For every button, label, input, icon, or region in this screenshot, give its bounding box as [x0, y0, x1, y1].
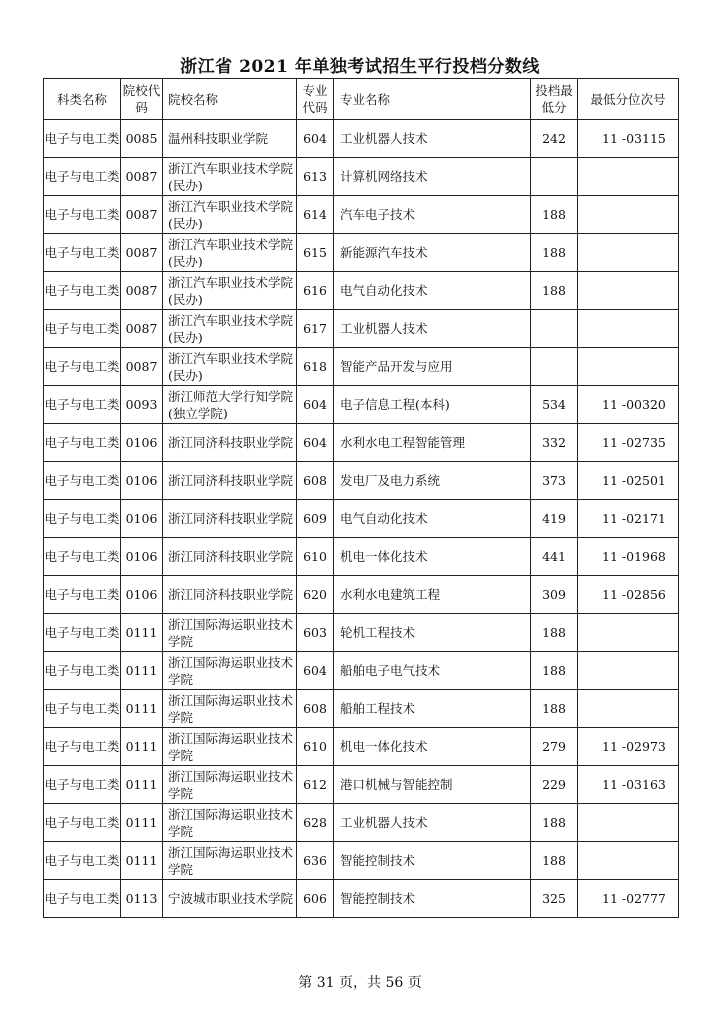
cell-min-score: 242: [531, 120, 578, 158]
cell-min-rank: [578, 272, 679, 310]
cell-school-code: 0106: [121, 462, 163, 500]
cell-school-code: 0111: [121, 614, 163, 652]
cell-major-name: 机电一体化技术: [334, 538, 531, 576]
cell-school-code: 0087: [121, 158, 163, 196]
header-school-code: 院校代码: [121, 79, 163, 120]
cell-major-code: 603: [297, 614, 334, 652]
cell-category: 电子与电工类: [44, 652, 121, 690]
score-table: [43, 78, 679, 918]
cell-category: 电子与电工类: [44, 348, 121, 386]
cell-major-code: 609: [297, 500, 334, 538]
cell-min-rank: 11 -01968: [578, 538, 679, 576]
cell-school-name: 浙江国际海运职业技术学院: [163, 842, 297, 880]
cell-category: 电子与电工类: [44, 728, 121, 766]
cell-school-code: 0087: [121, 234, 163, 272]
cell-category: 电子与电工类: [44, 690, 121, 728]
cell-min-score: 373: [531, 462, 578, 500]
cell-min-score: 309: [531, 576, 578, 614]
table-row: [44, 728, 679, 766]
cell-min-score: 188: [531, 652, 578, 690]
cell-school-code: 0087: [121, 196, 163, 234]
cell-school-name: 浙江汽车职业技术学院(民办): [163, 158, 297, 196]
cell-min-score: 332: [531, 424, 578, 462]
cell-min-rank: 11 -03115: [578, 120, 679, 158]
cell-major-name: 船舶电子电气技术: [334, 652, 531, 690]
cell-school-name: 浙江国际海运职业技术学院: [163, 766, 297, 804]
cell-school-name: 浙江汽车职业技术学院(民办): [163, 348, 297, 386]
cell-school-name: 温州科技职业学院: [163, 120, 297, 158]
cell-min-score: 188: [531, 804, 578, 842]
cell-school-name: 浙江同济科技职业学院: [163, 538, 297, 576]
cell-major-code: 604: [297, 424, 334, 462]
cell-min-rank: [578, 310, 679, 348]
cell-category: 电子与电工类: [44, 120, 121, 158]
table-header-row: [44, 79, 679, 120]
table-row: [44, 690, 679, 728]
header-major-name: 专业名称: [334, 79, 531, 120]
cell-school-code: 0106: [121, 424, 163, 462]
cell-min-rank: 11 -02735: [578, 424, 679, 462]
cell-min-score: 188: [531, 234, 578, 272]
cell-major-code: 604: [297, 652, 334, 690]
cell-min-rank: [578, 234, 679, 272]
cell-major-name: 发电厂及电力系统: [334, 462, 531, 500]
header-major-code: 专业代码: [297, 79, 334, 120]
cell-min-score: 229: [531, 766, 578, 804]
table-row: [44, 234, 679, 272]
cell-major-code: 604: [297, 120, 334, 158]
cell-major-name: 电气自动化技术: [334, 500, 531, 538]
cell-school-name: 浙江同济科技职业学院: [163, 500, 297, 538]
cell-school-code: 0106: [121, 576, 163, 614]
header-category: 科类名称: [44, 79, 121, 120]
cell-category: 电子与电工类: [44, 424, 121, 462]
cell-min-rank: [578, 690, 679, 728]
table-row: [44, 880, 679, 918]
cell-major-name: 工业机器人技术: [334, 804, 531, 842]
cell-min-score: 188: [531, 690, 578, 728]
cell-major-code: 618: [297, 348, 334, 386]
cell-major-name: 水利水电工程智能管理: [334, 424, 531, 462]
cell-min-rank: 11 -00320: [578, 386, 679, 424]
cell-school-code: 0111: [121, 690, 163, 728]
cell-school-code: 0087: [121, 348, 163, 386]
cell-major-code: 610: [297, 728, 334, 766]
cell-major-name: 工业机器人技术: [334, 310, 531, 348]
cell-major-name: 计算机网络技术: [334, 158, 531, 196]
cell-min-rank: 11 -03163: [578, 766, 679, 804]
cell-category: 电子与电工类: [44, 576, 121, 614]
cell-school-code: 0087: [121, 310, 163, 348]
cell-school-code: 0111: [121, 728, 163, 766]
cell-major-code: 604: [297, 386, 334, 424]
table-row: [44, 842, 679, 880]
cell-school-name: 浙江同济科技职业学院: [163, 462, 297, 500]
cell-school-name: 宁波城市职业技术学院: [163, 880, 297, 918]
cell-min-rank: [578, 804, 679, 842]
cell-category: 电子与电工类: [44, 196, 121, 234]
table-row: [44, 462, 679, 500]
table-row: [44, 158, 679, 196]
cell-school-name: 浙江国际海运职业技术学院: [163, 804, 297, 842]
cell-category: 电子与电工类: [44, 804, 121, 842]
table-row: [44, 424, 679, 462]
cell-category: 电子与电工类: [44, 386, 121, 424]
header-min-score: 投档最低分: [531, 79, 578, 120]
cell-min-rank: 11 -02501: [578, 462, 679, 500]
cell-min-score: 188: [531, 842, 578, 880]
table-row: [44, 386, 679, 424]
cell-min-score: 325: [531, 880, 578, 918]
cell-school-code: 0085: [121, 120, 163, 158]
cell-school-code: 0087: [121, 272, 163, 310]
cell-category: 电子与电工类: [44, 842, 121, 880]
cell-min-score: [531, 348, 578, 386]
cell-category: 电子与电工类: [44, 158, 121, 196]
cell-category: 电子与电工类: [44, 462, 121, 500]
cell-min-score: 188: [531, 272, 578, 310]
cell-school-name: 浙江汽车职业技术学院(民办): [163, 272, 297, 310]
cell-major-name: 电气自动化技术: [334, 272, 531, 310]
cell-category: 电子与电工类: [44, 614, 121, 652]
cell-category: 电子与电工类: [44, 766, 121, 804]
cell-min-score: 441: [531, 538, 578, 576]
cell-school-name: 浙江国际海运职业技术学院: [163, 652, 297, 690]
table-row: [44, 500, 679, 538]
cell-school-name: 浙江国际海运职业技术学院: [163, 614, 297, 652]
cell-min-rank: [578, 842, 679, 880]
cell-min-rank: [578, 652, 679, 690]
cell-school-code: 0111: [121, 804, 163, 842]
cell-major-code: 620: [297, 576, 334, 614]
cell-school-code: 0113: [121, 880, 163, 918]
table-row: [44, 310, 679, 348]
cell-min-score: 188: [531, 614, 578, 652]
cell-major-name: 工业机器人技术: [334, 120, 531, 158]
table-row: [44, 538, 679, 576]
page-title: 浙江省 2021 年单独考试招生平行投档分数线: [180, 57, 540, 77]
table-row: [44, 614, 679, 652]
cell-major-code: 616: [297, 272, 334, 310]
cell-school-code: 0093: [121, 386, 163, 424]
cell-major-name: 电子信息工程(本科): [334, 386, 531, 424]
cell-major-code: 612: [297, 766, 334, 804]
table-row: [44, 272, 679, 310]
cell-major-code: 613: [297, 158, 334, 196]
cell-min-score: [531, 158, 578, 196]
cell-school-name: 浙江同济科技职业学院: [163, 576, 297, 614]
cell-min-rank: [578, 158, 679, 196]
cell-school-code: 0111: [121, 766, 163, 804]
table-row: [44, 804, 679, 842]
table-row: [44, 348, 679, 386]
cell-major-code: 608: [297, 462, 334, 500]
cell-major-code: 606: [297, 880, 334, 918]
cell-category: 电子与电工类: [44, 880, 121, 918]
cell-major-name: 港口机械与智能控制: [334, 766, 531, 804]
cell-major-code: 617: [297, 310, 334, 348]
cell-school-name: 浙江汽车职业技术学院(民办): [163, 196, 297, 234]
cell-school-name: 浙江汽车职业技术学院(民办): [163, 234, 297, 272]
cell-major-code: 615: [297, 234, 334, 272]
cell-min-score: 188: [531, 196, 578, 234]
cell-school-name: 浙江同济科技职业学院: [163, 424, 297, 462]
cell-major-name: 智能产品开发与应用: [334, 348, 531, 386]
cell-school-name: 浙江师范大学行知学院(独立学院): [163, 386, 297, 424]
cell-category: 电子与电工类: [44, 310, 121, 348]
table-row: [44, 120, 679, 158]
cell-major-code: 636: [297, 842, 334, 880]
cell-major-code: 614: [297, 196, 334, 234]
cell-major-name: 水利水电建筑工程: [334, 576, 531, 614]
cell-school-name: 浙江国际海运职业技术学院: [163, 690, 297, 728]
cell-school-code: 0106: [121, 538, 163, 576]
cell-min-rank: [578, 348, 679, 386]
cell-major-code: 610: [297, 538, 334, 576]
cell-major-name: 智能控制技术: [334, 880, 531, 918]
header-min-rank: 最低分位次号: [578, 79, 679, 120]
cell-min-rank: [578, 196, 679, 234]
cell-min-rank: 11 -02171: [578, 500, 679, 538]
cell-min-rank: 11 -02973: [578, 728, 679, 766]
cell-category: 电子与电工类: [44, 500, 121, 538]
cell-major-name: 新能源汽车技术: [334, 234, 531, 272]
cell-min-score: [531, 310, 578, 348]
table-row: [44, 766, 679, 804]
cell-min-rank: 11 -02856: [578, 576, 679, 614]
cell-min-score: 419: [531, 500, 578, 538]
table-row: [44, 652, 679, 690]
cell-category: 电子与电工类: [44, 234, 121, 272]
cell-min-rank: [578, 614, 679, 652]
cell-major-code: 608: [297, 690, 334, 728]
cell-major-name: 轮机工程技术: [334, 614, 531, 652]
table-row: [44, 576, 679, 614]
header-school-name: 院校名称: [163, 79, 297, 120]
cell-school-code: 0111: [121, 842, 163, 880]
cell-min-score: 279: [531, 728, 578, 766]
cell-major-name: 智能控制技术: [334, 842, 531, 880]
cell-major-name: 机电一体化技术: [334, 728, 531, 766]
cell-category: 电子与电工类: [44, 272, 121, 310]
table-row: [44, 196, 679, 234]
cell-min-score: 534: [531, 386, 578, 424]
cell-min-rank: 11 -02777: [578, 880, 679, 918]
cell-major-name: 船舶工程技术: [334, 690, 531, 728]
cell-school-name: 浙江国际海运职业技术学院: [163, 728, 297, 766]
page-footer: 第 31 页，共 56 页: [298, 975, 422, 991]
cell-major-code: 628: [297, 804, 334, 842]
cell-school-name: 浙江汽车职业技术学院(民办): [163, 310, 297, 348]
cell-school-code: 0111: [121, 652, 163, 690]
cell-school-code: 0106: [121, 500, 163, 538]
cell-major-name: 汽车电子技术: [334, 196, 531, 234]
cell-category: 电子与电工类: [44, 538, 121, 576]
